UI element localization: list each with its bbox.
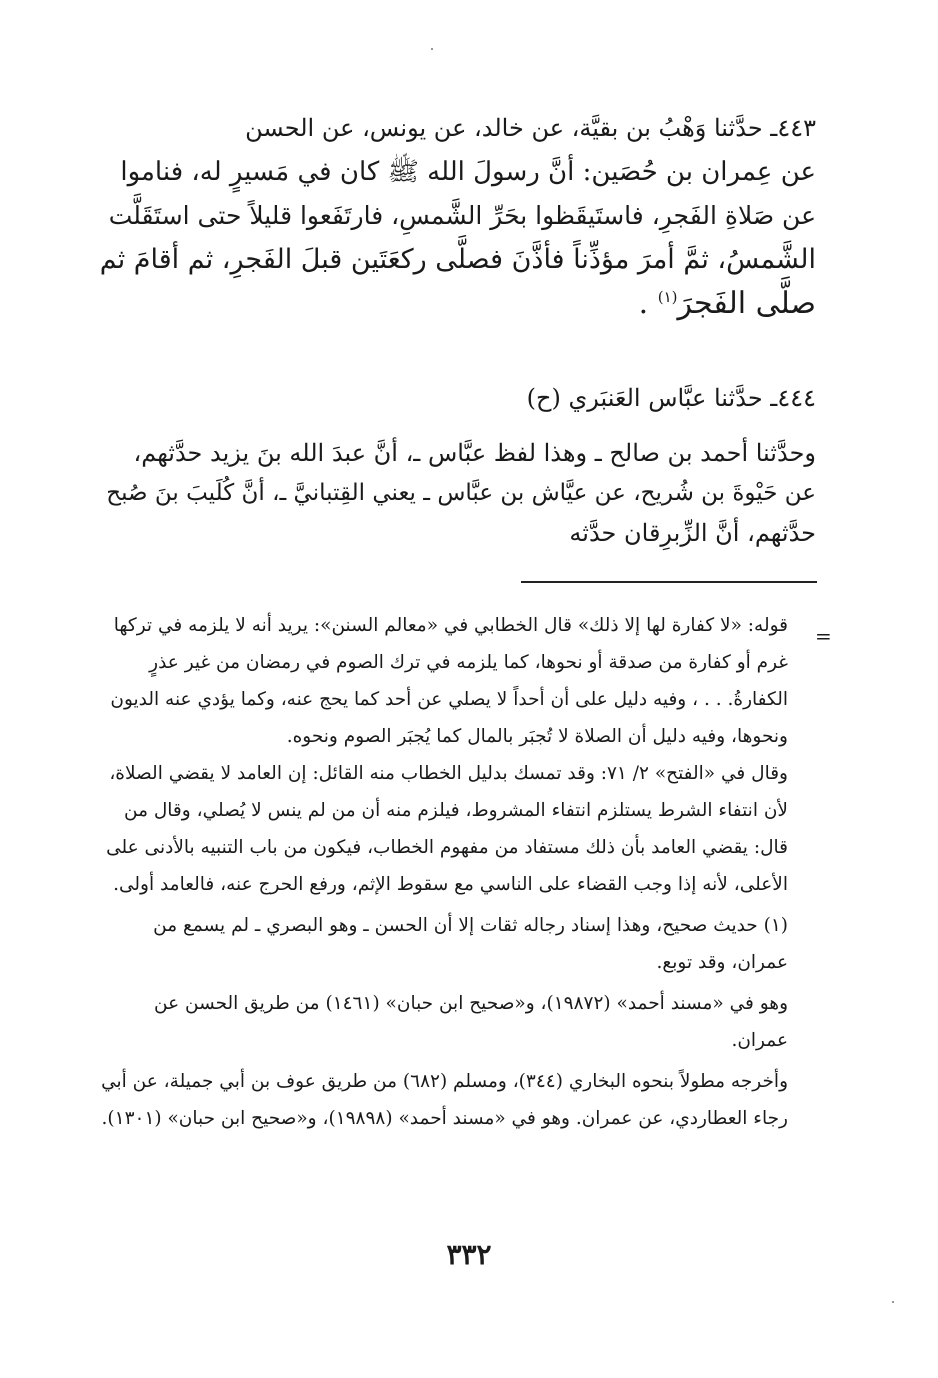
footnote-continuation-mark: =: [815, 624, 832, 648]
footnotes: [100, 607, 818, 1137]
hadith-444: [100, 375, 816, 553]
footnote-paragraph: قوله: «لا كفارة لها إلا ذلك» قال الخطابي في «معالم السنن»: يريد أنه لا يلزمه في تركها غرم أو كفارة من صدقة أو نحوها، كما يلزمه في ترك الصوم في رمضان من غير عذرٍ الكفارةُ. . . ، وفيه دليل على أن أحداً لا يصلي عن أحد كما يحج عنه، وكما يؤدي عنه الديون ونحوها، وفيه دليل أن الصلاة لا تُجبَر بالمال كما يُجبَر الصوم ونحوه.: [110, 615, 788, 747]
footnote-reference: (١): [657, 288, 678, 306]
hadith-444-text-line: عن حَيْوةَ بن شُريح، عن عيَّاش بن عبَّاس ـ يعني القِتبانيَّ ـ، أنَّ كُلَيبَ بنَ صُبح: [106, 480, 816, 506]
hadith-444-isnad-line: ٤٤٤ـ حدَّثنا عبَّاس العَنبَري (ح): [526, 384, 816, 412]
hadith-443-text-line: عن عِمران بن حُصَين: أنَّ رسولَ الله ﷺ كان في مَسيرٍ له، فناموا: [120, 157, 816, 187]
footnote-paragraph: وقال في «الفتح» ٢/ ٧١: وقد تمسك بدليل الخطاب منه القائل: إن العامد لا يقضي الصلاة، لأن انتفاء الشرط يستلزم انتفاء المشروط، فيلزم منه أن من لم ينس لا يُصلي، وقال من قال: يقضي العامد بأن ذلك مستفاد من مفهوم الخطاب، فيكون من باب التنبيه بالأدنى على الأعلى، لأنه إذا وجب القضاء على الناسي مع سقوط الإثم، ورفع الحرج عنه، فالعامد أولى.: [106, 763, 788, 895]
footnote-paragraph: وهو في «مسند أحمد» (١٩٨٧٢)، و«صحيح ابن حبان» (١٤٦١) من طريق الحسن عن عمران.: [154, 993, 788, 1051]
hadith-443-end-dot: .: [638, 286, 649, 321]
scan-speck: [892, 1301, 894, 1303]
hadith-444-text-line: وحدَّثنا أحمد بن صالح ـ وهذا لفظ عبَّاس ـ، أنَّ عبدَ الله بنَ يزيد حدَّثهم،: [133, 439, 816, 467]
hadith-443-text-line: الشَّمسُ، ثمَّ أمرَ مؤذِّناً فأذَّنَ فصلَّى ركعَتَين قبلَ الفَجرِ، ثم أقامَ ثم: [99, 244, 816, 275]
scan-speck: [431, 48, 433, 50]
hadith-443-text-line: عن صَلاةِ الفَجرِ، فاستَيقَظوا بحَرِّ الشَّمسِ، فارتَفَعوا قليلاً حتى استَقَلَّت: [108, 201, 816, 230]
hadith-443-isnad-line: ٤٤٣ـ حدَّثنا وَهْبُ بن بقيَّة، عن خالد، عن يونس، عن الحسن: [245, 114, 816, 142]
footnote-paragraph: (١) حديث صحيح، وهذا إسناد رجاله ثقات إلا أن الحسن ـ وهو البصري ـ لم يسمع من عمران، وقد توبع.: [153, 915, 788, 973]
hadith-443-last-words: صلَّى الفَجرَ: [677, 286, 816, 321]
footnote-paragraph: وأخرجه مطولاً بنحوه البخاري (٣٤٤)، ومسلم (٦٨٢) من طريق عوف بن أبي جميلة، عن أبي رجاء العطاردي، عن عمران. وهو في «مسند أحمد» (١٩٨٩٨)، و«صحيح ابن حبان» (١٣٠١).: [101, 1071, 788, 1129]
page-number: ٣٣٢: [446, 1238, 492, 1271]
hadith-443-text-line: [100, 282, 816, 326]
hadith-444-text-line: حدَّثهم، أنَّ الزِّبرِقان حدَّثه: [569, 519, 816, 547]
footnote-separator: [521, 581, 817, 583]
hadith-443: [100, 106, 816, 326]
